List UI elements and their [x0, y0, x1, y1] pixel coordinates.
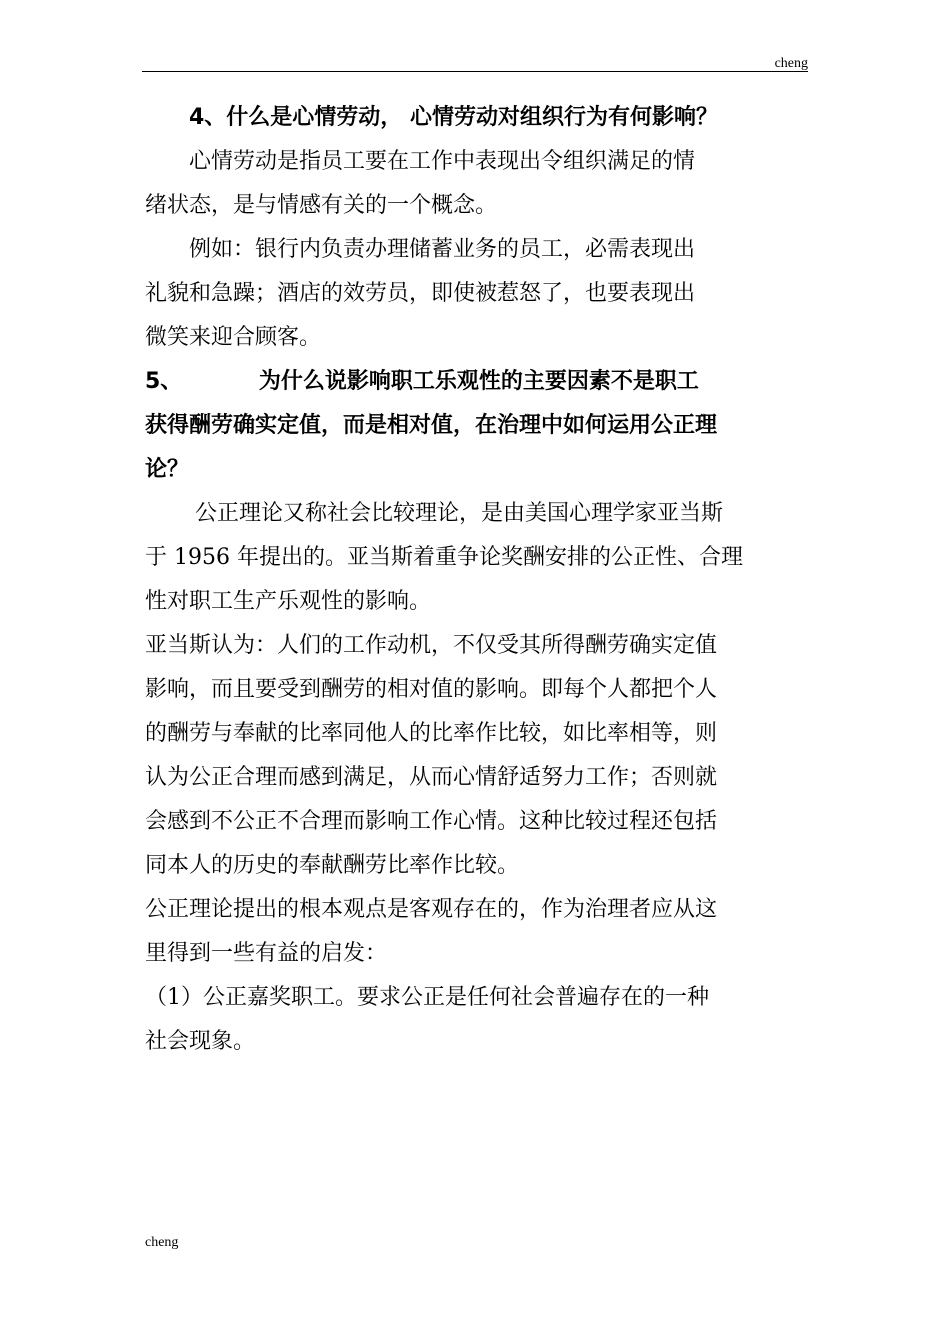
q5-para1-line: 于 1956 年提出的。亚当斯着重争论奖酬安排的公正性、合理	[145, 545, 743, 570]
q4-para1-line: 绪状态，是与情感有关的一个概念。	[145, 193, 498, 218]
q4-para2-line: 礼貌和急躁；酒店的效劳员，即使被惹怒了，也要表现出	[145, 281, 696, 306]
q5-para2-line: 同本人的历史的奉献酬劳比率作比较。	[145, 853, 520, 878]
q5-para1-line: 性对职工生产乐观性的影响。	[145, 589, 432, 614]
q4-para1-line: 心情劳动是指员工要在工作中表现出令组织满足的情	[189, 149, 696, 174]
page-header	[142, 52, 808, 72]
question-4-title: 4、什么是心情劳动， 心情劳动对组织行为有何影响？	[189, 105, 718, 130]
q5-para4-line: （1）公正嘉奖职工。要求公正是任何社会普遍存在的一种	[145, 985, 709, 1010]
q4-para2-line: 例如：银行内负责办理储蓄业务的员工，必需表现出	[189, 237, 696, 262]
q5-para2-line: 认为公正合理而感到满足，从而心情舒适努力工作；否则就	[145, 765, 718, 790]
document-body	[145, 96, 815, 1064]
q5-para2-line: 影响，而且要受到酬劳的相对值的影响。即每个人都把个人	[145, 677, 718, 702]
q5-para3-line: 公正理论提出的根本观点是客观存在的，作为治理者应从这	[145, 897, 718, 922]
question-5-title-line: 5、 为什么说影响职工乐观性的主要因素不是职工	[145, 369, 699, 394]
q5-para4-line: 社会现象。	[145, 1029, 256, 1054]
q5-para2-line: 亚当斯认为：人们的工作动机，不仅受其所得酬劳确实定值	[145, 633, 718, 658]
footer-text: cheng	[145, 1235, 179, 1250]
q5-para2-line: 会感到不公正不合理而影响工作心情。这种比较过程还包括	[145, 809, 718, 834]
q5-para1-line: 公正理论又称社会比较理论，是由美国心理学家亚当斯	[195, 501, 724, 526]
question-5-title-line: 论？	[145, 457, 190, 482]
q5-para3-line: 里得到一些有益的启发：	[145, 941, 388, 966]
header-text: cheng	[774, 56, 808, 71]
q5-para2-line: 的酬劳与奉献的比率同他人的比率作比较，如比率相等，则	[145, 721, 718, 746]
q4-para2-line: 微笑来迎合顾客。	[145, 325, 322, 350]
question-5-title-line: 获得酬劳确实定值，而是相对值，在治理中如何运用公正理	[145, 413, 718, 438]
